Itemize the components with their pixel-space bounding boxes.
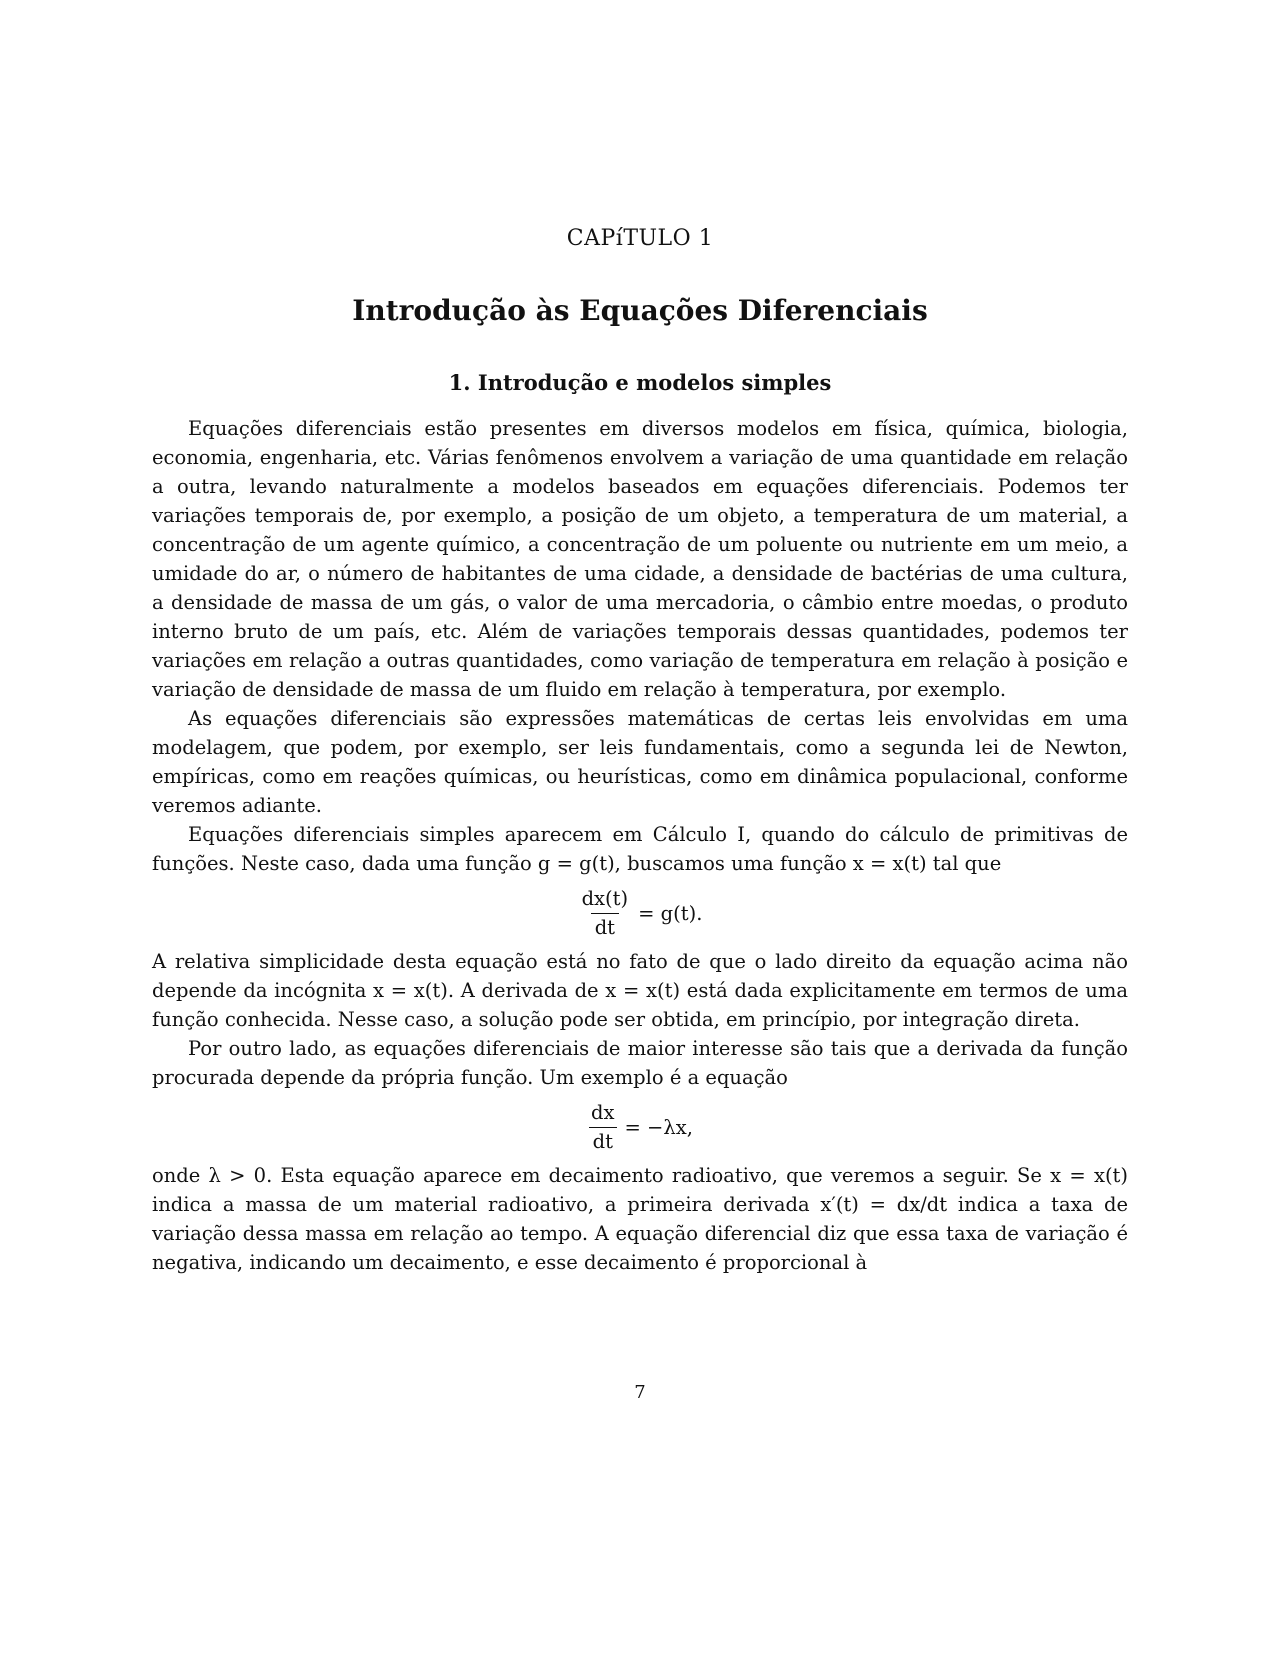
equation-2-rhs: = −λx, — [624, 1116, 693, 1139]
equation-1-rhs: = g(t). — [638, 902, 703, 925]
equation-2 — [152, 1100, 1128, 1155]
equation-2-numerator: dx — [591, 1101, 615, 1124]
paragraph-2: As equações diferenciais são expressões matemáticas de certas leis envolvidas em uma modelagem, que podem, por exemplo, ser leis fundamentais, como a segunda lei de Newton, empíricas, como em reações químicas, ou heurísticas, como em dinâmica populacional, conforme veremos adiante. — [152, 707, 1128, 817]
section-title: 1. Introdução e modelos simples — [448, 370, 832, 395]
equation-1-fraction — [578, 886, 633, 941]
equation-2-fraction — [587, 1100, 618, 1155]
equation-1 — [152, 886, 1128, 941]
equation-2-denominator: dt — [589, 1127, 617, 1155]
chapter-title: Introdução às Equações Diferenciais — [352, 294, 928, 327]
page-number: 7 — [634, 1382, 646, 1403]
paragraph-4: A relativa simplicidade desta equação está no fato de que o lado direito da equação acima não depende da incógnita x = x(t). A derivada de x = x(t) está dada explicitamente em termos de uma função conhecida. Nesse caso, a solução pode ser obtida, em princípio, por integração direta. — [152, 950, 1128, 1031]
paragraph-3: Equações diferenciais simples aparecem em Cálculo I, quando do cálculo de primitivas de funções. Neste caso, dada uma função g = g(t), buscamos uma função x = x(t) tal que — [152, 823, 1128, 875]
paragraph-6: onde λ > 0. Esta equação aparece em decaimento radioativo, que veremos a seguir. Se x = x(t) indica a massa de um material radioativo, a primeira derivada x′(t) = dx/dt indica a taxa de variação dessa massa em relação ao tempo. A equação diferencial diz que essa taxa de variação é negativa, indicando um decaimento, e esse decaimento é proporcional à — [152, 1164, 1128, 1274]
document-page — [152, 0, 1128, 1656]
body-text — [152, 414, 1128, 1277]
equation-1-numerator: dx(t) — [581, 887, 629, 910]
chapter-label: CAPíTULO 1 — [566, 226, 714, 251]
paragraph-5: Por outro lado, as equações diferenciais de maior interesse são tais que a derivada da função procurada depende da própria função. Um exemplo é a equação — [152, 1037, 1128, 1089]
paragraph-1: Equações diferenciais estão presentes em diversos modelos em física, química, biologia, economia, engenharia, etc. Várias fenômenos envolvem a variação de uma quantidade em relação a outra, levando naturalmente a modelos baseados em equações diferenciais. Podemos ter variações temporais de, por exemplo, a posição de um objeto, a temperatura de um material, a concentração de um agente químico, a concentração de um poluente ou nutriente em um meio, a umidade do ar, o número de habitantes de uma cidade, a densidade de bactérias de uma cultura, a densidade de massa de um gás, o valor de uma mercadoria, o câmbio entre moedas, o produto interno bruto de um país, etc. Além de variações temporais dessas quantidades, podemos ter variações em relação a outras quantidades, como variação de temperatura em relação à posição e variação de densidade de massa de um fluido em relação à temperatura, por exemplo. — [152, 417, 1128, 701]
equation-1-denominator: dt — [591, 913, 619, 941]
